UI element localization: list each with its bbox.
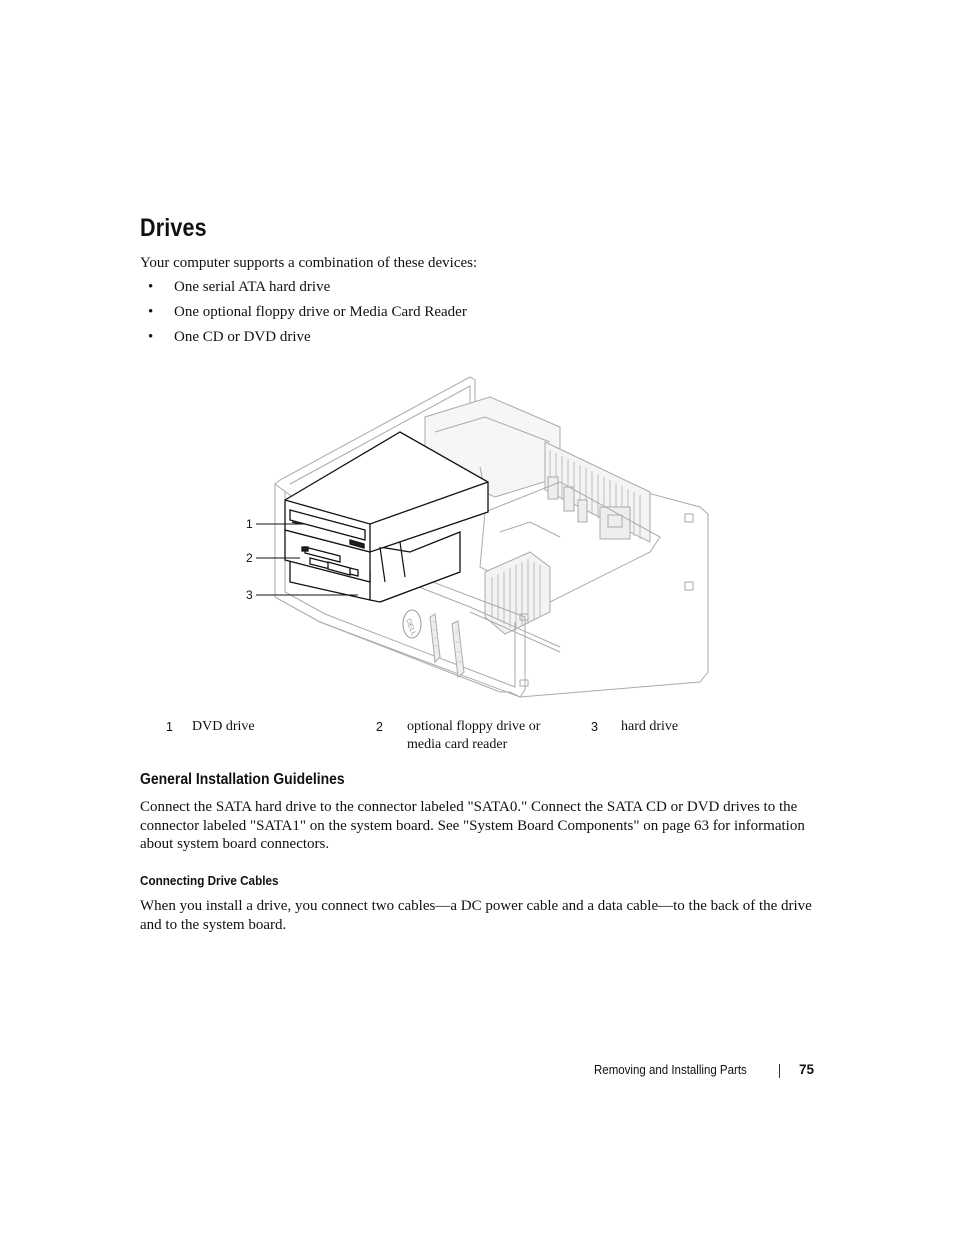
legend-label: DVD drive: [192, 719, 255, 734]
legend-number: 3: [591, 720, 598, 734]
footer-divider: [779, 1064, 780, 1078]
bullet-icon: •: [148, 304, 154, 320]
device-list: [148, 279, 467, 354]
callout-3: 3: [246, 588, 253, 602]
footer-section-name: Removing and Installing Parts: [594, 1063, 747, 1077]
subsection-heading: Connecting Drive Cables: [140, 873, 279, 888]
list-item-text: One optional floppy drive or Media Card Reader: [174, 304, 467, 320]
callout-2: 2: [246, 551, 253, 565]
legend-number: 1: [166, 720, 173, 734]
legend-label: optional floppy drive or media card reader: [407, 719, 541, 752]
list-item: [148, 329, 467, 354]
bullet-icon: •: [148, 329, 154, 345]
list-item-text: One CD or DVD drive: [174, 329, 311, 345]
intro-text: Your computer supports a combination of these devices:: [140, 255, 478, 271]
legend-number: 2: [376, 720, 383, 734]
page-title: Drives: [140, 214, 207, 242]
legend-label: hard drive: [621, 719, 679, 734]
computer-drives-illustration: [230, 372, 720, 702]
callout-1: 1: [246, 517, 253, 531]
subsection-paragraph: When you install a drive, you connect two cables—a DC power cable and a data cable—to the back of the drive and to the system board.: [140, 898, 812, 933]
svg-text:DELL: DELL: [404, 618, 417, 637]
list-item: [148, 304, 467, 329]
list-item: [148, 279, 467, 304]
section-paragraph: Connect the SATA hard drive to the connector labeled "SATA0." Connect the SATA CD or DVD drives to the connector labeled "SATA1" on the system board. See "System Board Components" on page 63 for information about system board connectors.: [140, 799, 805, 852]
section-heading: General Installation Guidelines: [140, 771, 345, 788]
bullet-icon: •: [148, 279, 154, 295]
page-number: 75: [799, 1062, 815, 1077]
list-item-text: One serial ATA hard drive: [174, 279, 331, 295]
